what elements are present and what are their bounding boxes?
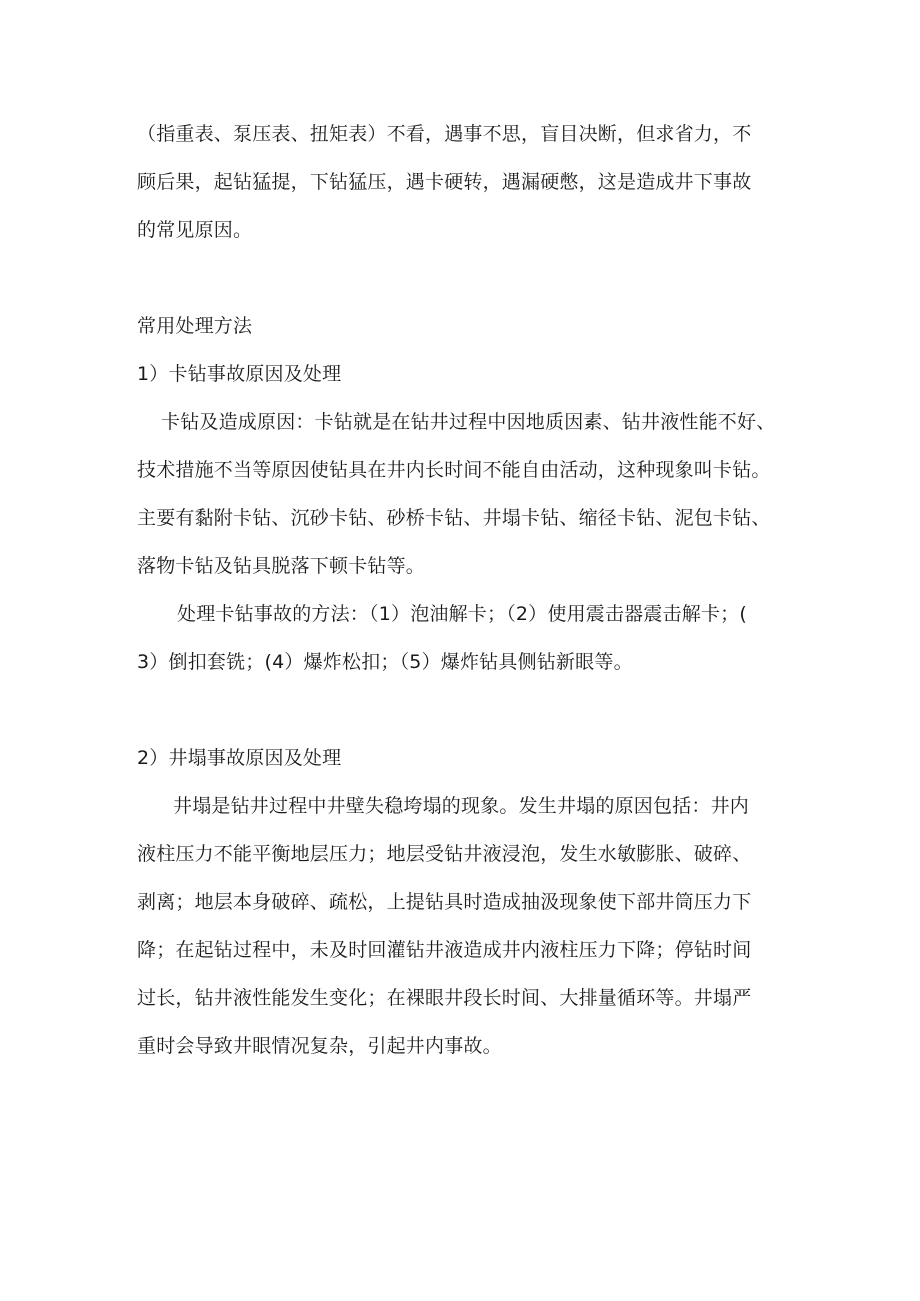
intro-line-3: 的常见原因。 (137, 219, 253, 241)
intro-line-1: （指重表、泵压表、扭矩表）不看，遇事不思，盲目决断，但求省力，不 (137, 123, 752, 145)
section2-heading: 2）井塌事故原因及处理 (137, 747, 342, 769)
methods-heading: 常用处理方法 (137, 315, 253, 337)
intro-line-2: 顾后果，起钻猛提，下钻猛压，遇卡硬转，遇漏硬憋，这是造成井下事故 (137, 171, 752, 193)
section1-cause-line-2: 技术措施不当等原因使钻具在井内长时间不能自由活动，这种现象叫卡钻。 (137, 459, 771, 481)
section2-line-5: 过长，钻井液性能发生变化；在裸眼井段长时间、大排量循环等。井塌严 (137, 987, 752, 1009)
section1-cause-line-1: 卡钻及造成原因：卡钻就是在钻井过程中因地质因素、钻井液性能不好、 (161, 411, 776, 433)
section2-line-2: 液柱压力不能平衡地层压力；地层受钻井液浸泡，发生水敏膨胀、破碎、 (137, 843, 752, 865)
section2-line-3: 剥离；地层本身破碎、疏松，上提钻具时造成抽汲现象使下部井筒压力下 (137, 891, 752, 913)
section1-method-line-2: 3）倒扣套铣；(4）爆炸松扣；（5）爆炸钻具侧钻新眼等。 (137, 651, 633, 673)
section1-cause-line-3: 主要有黏附卡钻、沉砂卡钻、砂桥卡钻、井塌卡钻、缩径卡钻、泥包卡钻、 (137, 507, 771, 529)
section1-method-line-1: 处理卡钻事故的方法：（1）泡油解卡；（2）使用震击器震击解卡；( (177, 603, 747, 625)
section2-line-1: 井塌是钻井过程中井壁失稳垮塌的现象。发生井塌的原因包括：井内 (173, 795, 750, 817)
section1-heading: 1）卡钻事故原因及处理 (137, 363, 342, 385)
section1-cause-line-4: 落物卡钻及钻具脱落下顿卡钻等。 (137, 555, 426, 577)
section2-line-6: 重时会导致井眼情况复杂，引起井内事故。 (137, 1035, 502, 1057)
section2-line-4: 降；在起钻过程中，未及时回灌钻井液造成井内液柱压力下降；停钻时间 (137, 939, 752, 961)
